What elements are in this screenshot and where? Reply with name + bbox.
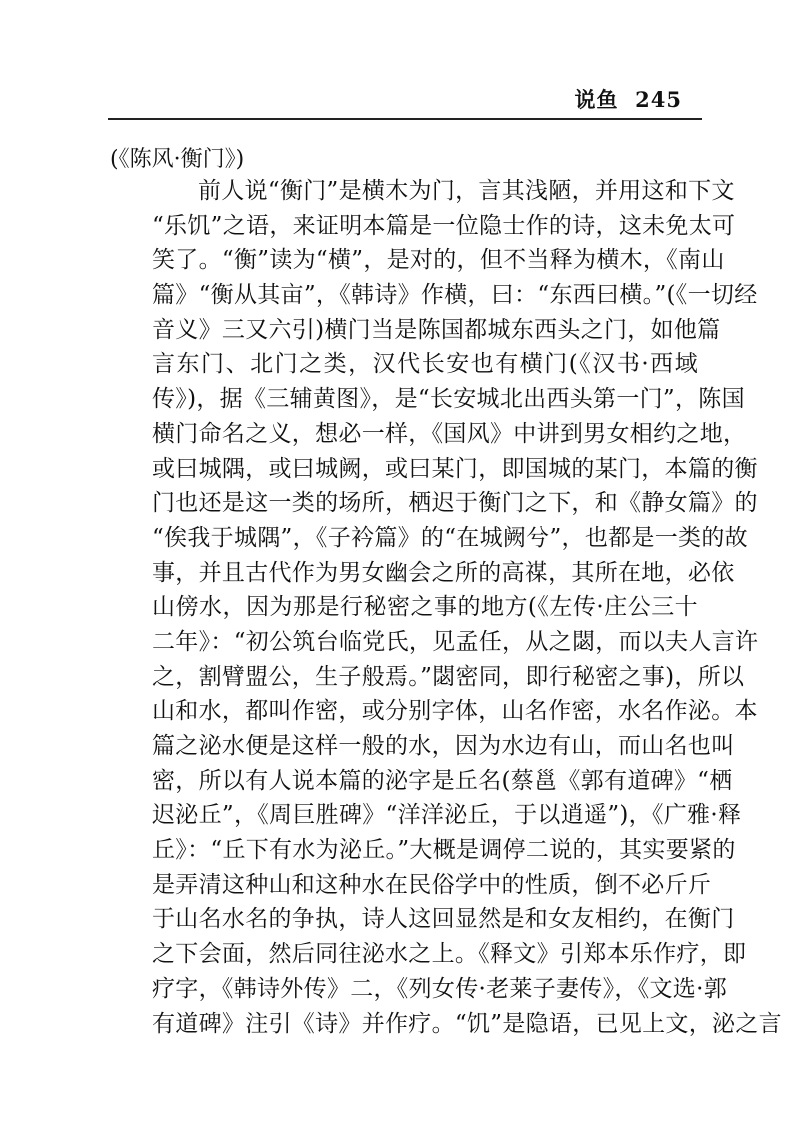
body-line-25: 有道碑》注引《诗》并作疗。“饥”是隐语，已见上文，泌之言 xyxy=(152,1010,782,1037)
body-line-17: 篇之泌水便是这样一般的水，因为水边有山，而山名也叫 xyxy=(152,733,735,759)
body-line-11: “俟我于城隅”，《子衿篇》的“在城阙兮”，也都是一类的故 xyxy=(152,524,748,551)
body-line-2: “乐饥”之语，来证明本篇是一位隐士作的诗，这未免太可 xyxy=(152,212,736,239)
body-line-12: 事，并且古代作为男女幽会之所的高禖，其所在地，必依 xyxy=(152,559,735,586)
header-rule xyxy=(108,118,702,120)
body-line-18: 密，所以有人说本篇的泌字是丘名(蔡邕《郭有道碑》“栖 xyxy=(152,767,733,794)
body-line-7: 传》)，据《三辅黄图》，是“长安城北出西头第一门”，陈国 xyxy=(152,386,745,413)
page-number: 245 xyxy=(635,87,682,112)
body-line-6: 言东门、北门之类，汉代长安也有横门(《汉书·西域 xyxy=(152,351,698,378)
body-line-22: 于山名水名的争执，诗人这回显然是和女友相约，在衡门 xyxy=(152,906,735,933)
body-line-1: 前人说“衡门”是横木为门，言其浅陋，并用这和下文 xyxy=(198,178,735,204)
body-line-4: 篇》“衡从其亩”，《韩诗》作横，曰：“东西曰横。”(《一切经 xyxy=(152,282,758,309)
body-line-24: 疗字，《韩诗外传》二，《列女传·老莱子妻传》，《文选·郭 xyxy=(152,975,728,1002)
body-line-9: 或曰城隅，或曰城阙，或曰某门，即国城的某门，本篇的衡 xyxy=(152,455,758,482)
body-line-21: 是弄清这种山和这种水在民俗学中的性质，倒不必斤斤 xyxy=(152,871,712,898)
body-line-10: 门也还是这一类的场所，栖迟于衡门之下，和《静女篇》的 xyxy=(152,490,758,517)
body-line-23: 之下会面，然后同往泌水之上。《释文》引郑本乐作疗，即 xyxy=(152,941,747,968)
running-header xyxy=(575,84,682,114)
body-line-14: 二年》：“初公筑台临党氏，见孟任，从之閟，而以夫人言许 xyxy=(152,628,759,655)
body-line-8: 横门命名之义，想必一样，《国风》中讲到男女相约之地， xyxy=(152,420,747,447)
body-line-16: 山和水，都叫作密，或分别字体，山名作密，水名作泌。本 xyxy=(152,698,758,725)
body-line-3: 笑了。“衡”读为“横”，是对的，但不当释为横木，《南山 xyxy=(152,247,725,274)
section-heading: (《陈风·衡门》) xyxy=(110,147,245,172)
body-line-20: 丘》：“丘下有水为泌丘。”大概是调停二说的，其实要紧的 xyxy=(152,837,736,864)
body-line-15: 之，割臂盟公，生子般焉。”閟密同，即行秘密之事)，所以 xyxy=(152,663,745,690)
body-line-13: 山傍水，因为那是行秘密之事的地方(《左传·庄公三十 xyxy=(152,594,698,621)
running-title: 说鱼 xyxy=(574,87,619,112)
body-line-19: 迟泌丘”，《周巨胜碑》“洋洋泌丘，于以逍遥”)，《广雅·释 xyxy=(152,802,742,829)
body-line-5: 音义》三又六引)横门当是陈国都城东西头之门，如他篇 xyxy=(152,316,721,343)
body-text xyxy=(152,174,782,1041)
